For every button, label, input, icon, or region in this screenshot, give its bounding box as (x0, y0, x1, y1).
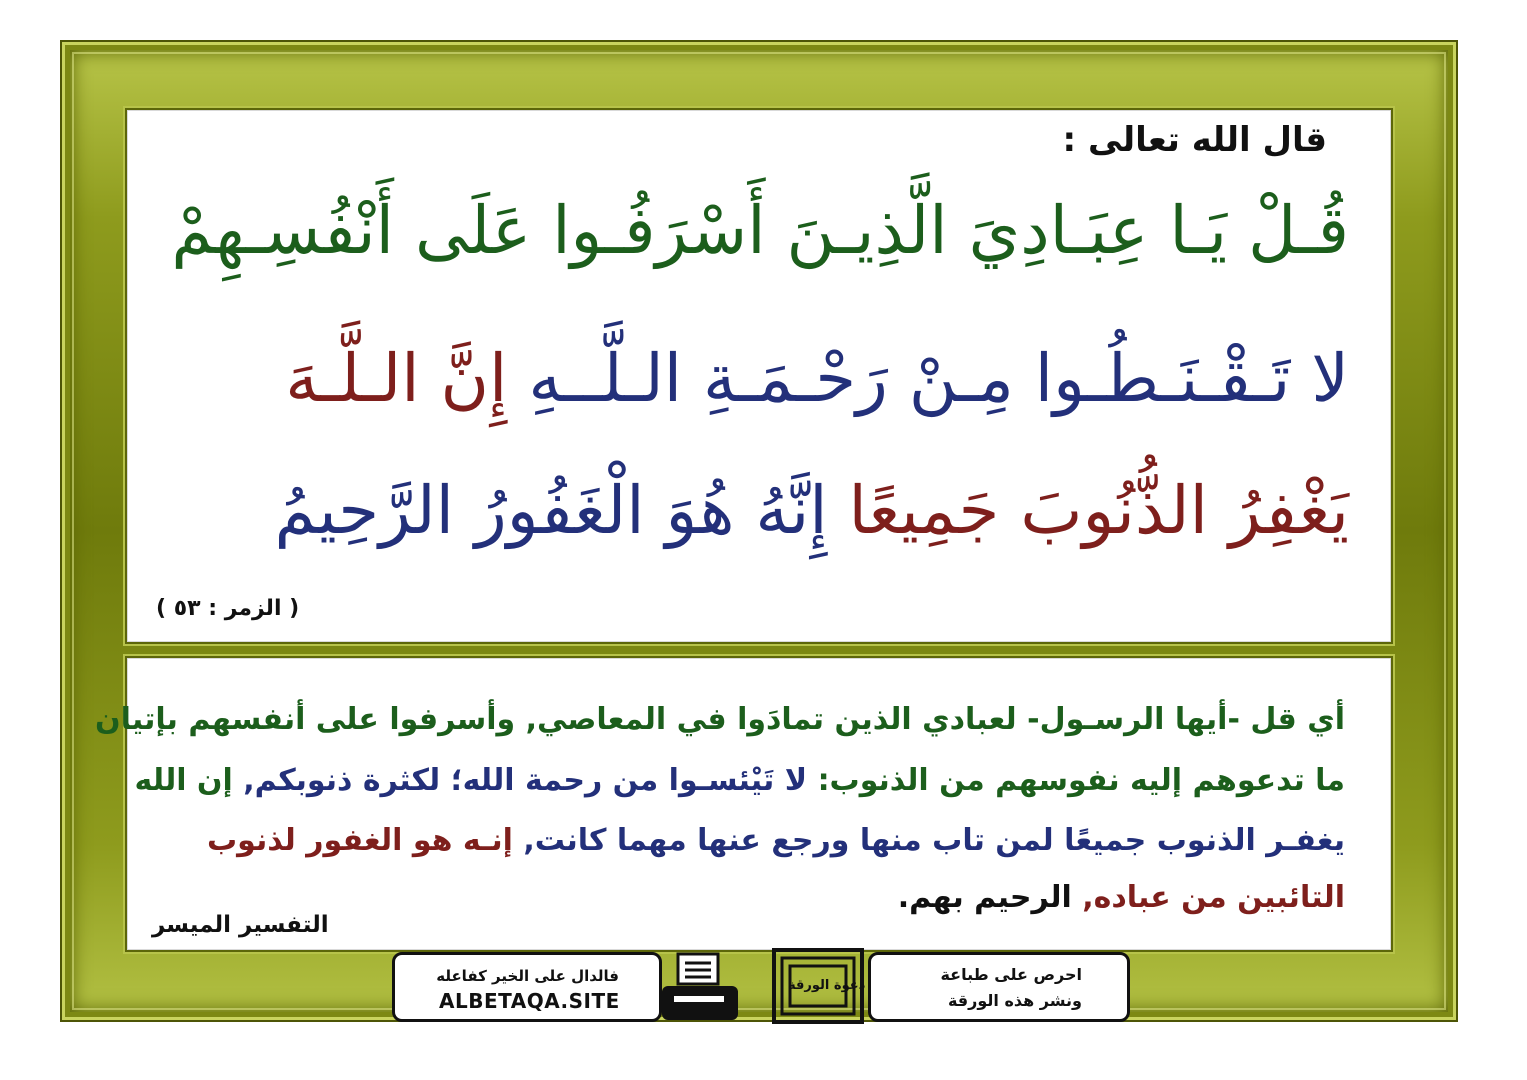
tafsir-line-3-part-1: يغفـر الذنوب جميعًا لمن تاب منها ورجع عنها مهما كانت, (523, 823, 1345, 858)
tafsir-line-2-part-1: ما تدعوهم إليه نفوسهم من الذنوب: (817, 763, 1345, 798)
tafsir-line-4-part-1: التائبين من عباده, (1082, 880, 1345, 915)
tafsir-line-1: أي قل -أيها الرسـول- لعبادي الذين تمادَوا في المعاصي, وأسرفوا على أنفسهم بإتيان (95, 702, 1345, 737)
tafsir-line-2-part-3: إن الله (134, 763, 233, 798)
tafsir-line-4 (897, 880, 1345, 915)
tafsir-line-3-part-2: إنـه هو الغفور لذنوب (206, 823, 513, 858)
verse-line-3-part-2: إِنَّهُ هُوَ الْغَفُورُ الرَّحِيمُ (274, 472, 828, 549)
footer-print-line-1: احرص على طباعة (940, 965, 1082, 984)
footer-site-link[interactable]: ALBETAQA.SITE (439, 989, 620, 1013)
logo-text: دعوة الورقة (788, 978, 866, 993)
verse-line-2-part-2: إِنَّ الـلَّـهَ (285, 340, 508, 417)
verse-reference: ( الزمر : ٥٣ ) (156, 596, 300, 621)
footer-print-line-2: ونشر هذه الورقة (947, 991, 1082, 1010)
tafsir-line-4-part-2: الرحيم بهم. (897, 880, 1072, 915)
footer-site-box[interactable] (392, 952, 662, 1022)
tafsir-line-2-part-2: لا تَيْئسـوا من رحمة الله؛ لكثرة ذنوبكم, (243, 763, 808, 798)
verse-line-1: قُـلْ يَـا عِبَـادِيَ الَّذِيـنَ أَسْرَفُـوا عَلَى أَنْفُسِـهِمْ (171, 192, 1349, 269)
printer-icon (658, 950, 744, 1026)
verse-line-2-part-1: لا تَـقْـنَـطُـوا مِـنْ رَحْـمَـةِ الـلَّــهِ (528, 340, 1349, 417)
verse-line-3-part-1: يَغْفِرُ الذُّنُوبَ جَمِيعًا (848, 472, 1349, 549)
verse-line-2 (285, 340, 1349, 417)
tafsir-line-3 (206, 823, 1345, 858)
intro-heading: قال الله تعالى : (1062, 120, 1327, 160)
tafsir-source: التفسير الميسر (152, 912, 329, 938)
footer-motto: فالدال على الخير كفاعله (436, 967, 619, 985)
footer-print-box (868, 952, 1130, 1022)
verse-line-3 (274, 472, 1349, 549)
tafsir-line-2 (134, 763, 1346, 798)
